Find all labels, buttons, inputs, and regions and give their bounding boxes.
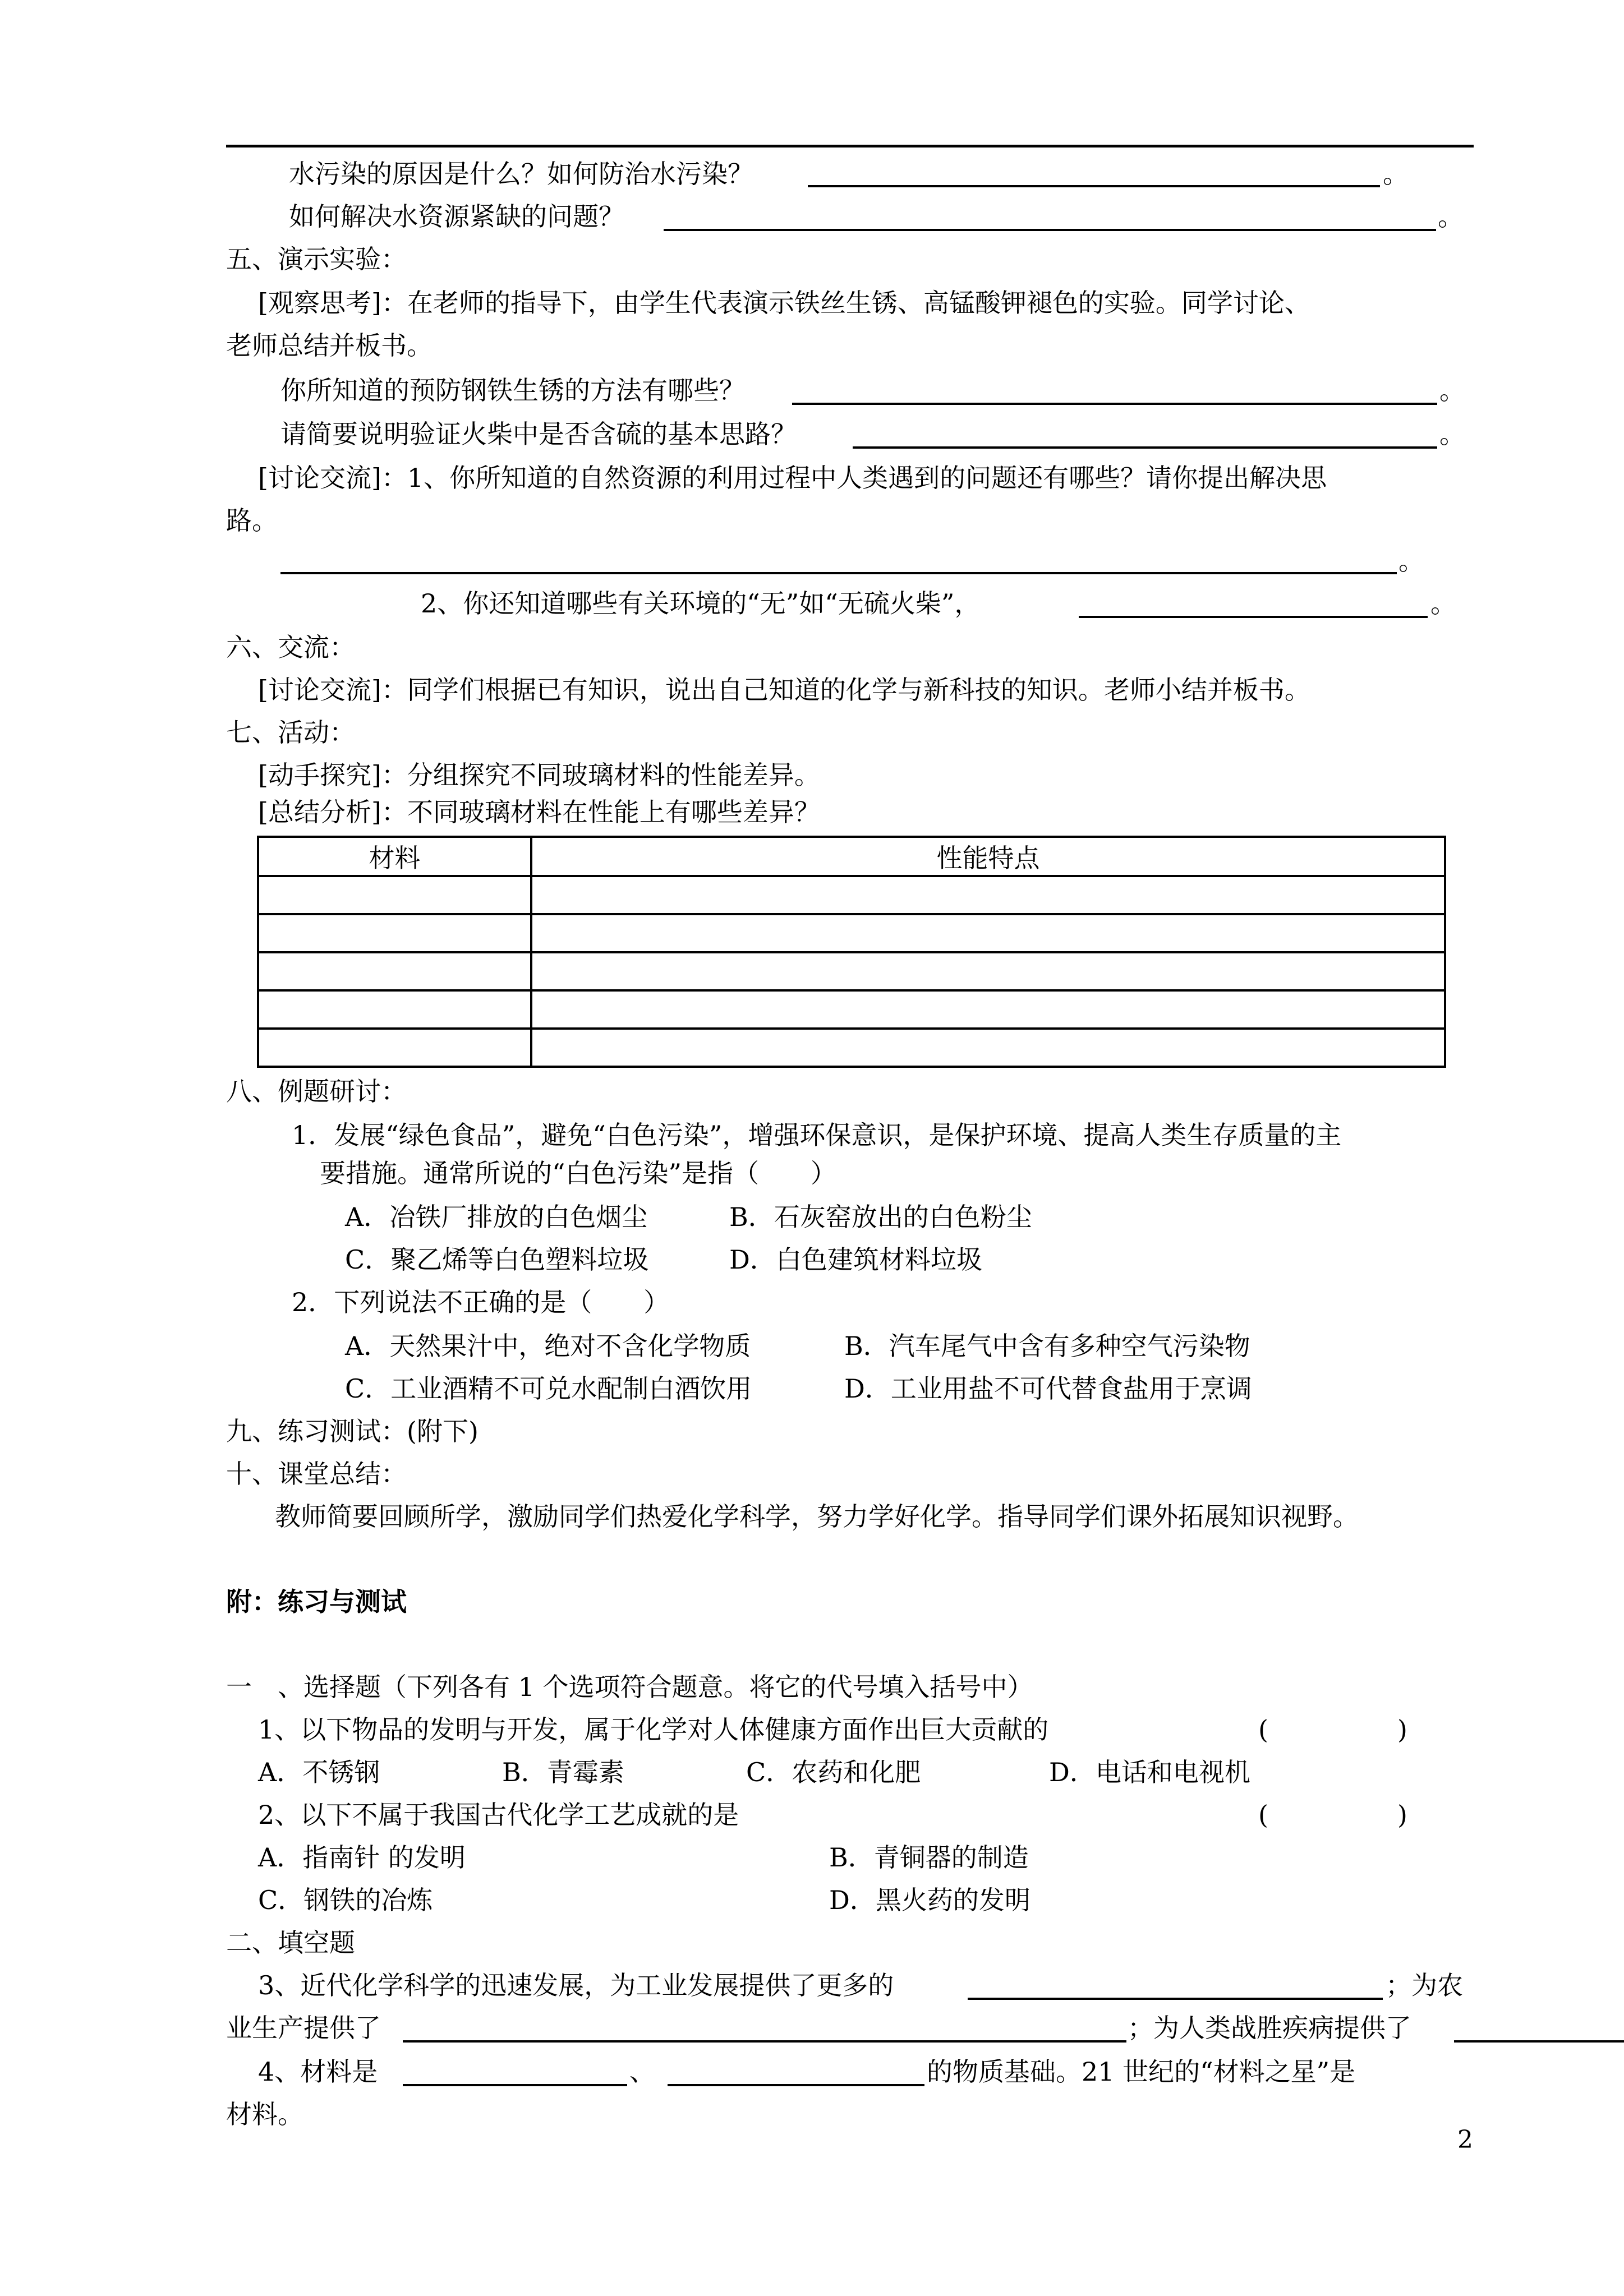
table-row <box>258 876 1445 914</box>
punct: 。 <box>1439 375 1465 405</box>
practice-question: 3、近代化学科学的迅速发展，为工业发展提供了更多的 <box>258 1970 894 2000</box>
answer-blank[interactable] <box>664 229 1436 231</box>
table-header-row <box>258 837 1445 876</box>
option: B．汽车尾气中含有多种空气污染物 <box>844 1331 1250 1361</box>
table-cell[interactable] <box>258 1029 531 1067</box>
practice-question: 2、以下不属于我国古代化学工艺成就的是 <box>258 1800 739 1830</box>
option: A．不锈钢 <box>258 1757 380 1787</box>
punct: 。 <box>1430 588 1456 619</box>
option: B．青霉素 <box>502 1757 624 1787</box>
option: D．白色建筑材料垃圾 <box>729 1244 982 1275</box>
answer-blank[interactable] <box>1079 616 1428 618</box>
table-cell[interactable] <box>531 952 1445 990</box>
paragraph-line: 老师总结并板书。 <box>226 330 433 361</box>
answer-blank[interactable] <box>808 185 1380 187</box>
option: B．青铜器的制造 <box>829 1842 1029 1873</box>
appendix-title: 附：练习与测试 <box>226 1587 407 1617</box>
option: C．钢铁的冶炼 <box>258 1885 433 1915</box>
punct: 。 <box>1438 201 1464 232</box>
punct: 、 <box>629 2057 655 2087</box>
table-cell[interactable] <box>531 1029 1445 1067</box>
option: D．工业用盐不可代替食盐用于烹调 <box>844 1373 1252 1404</box>
practice-question: 4、材料是 <box>258 2057 378 2087</box>
paragraph-line: [讨论交流]：1、你所知道的自然资源的利用过程中人类遇到的问题还有哪些？请你提出解决思 <box>258 463 1327 493</box>
option: C．工业酒精不可兑水配制白酒饮用 <box>345 1373 752 1404</box>
option: A．冶铁厂排放的白色烟尘 <box>345 1202 648 1232</box>
answer-blank[interactable] <box>1454 2040 1624 2043</box>
answer-blank[interactable] <box>668 2084 924 2086</box>
section-title: 六、交流： <box>226 632 355 662</box>
part-title: 一 、选择题（下列各有 1 个选项符合题意。将它的代号填入括号中） <box>226 1672 1033 1702</box>
answer-blank[interactable] <box>968 1998 1383 2000</box>
example-question: 要措施。通常所说的“白色污染”是指（ ） <box>320 1158 837 1188</box>
header-properties: 性能特点 <box>531 837 1445 876</box>
paragraph-line: 路。 <box>226 505 278 536</box>
option: B．石灰窑放出的白色粉尘 <box>729 1202 1032 1232</box>
answer-blank[interactable] <box>792 403 1437 405</box>
answer-parentheses[interactable]: ( ) <box>1258 1714 1407 1745</box>
practice-question: ；为农 <box>1386 1970 1463 2000</box>
answer-blank[interactable] <box>403 2084 627 2086</box>
option: C．聚乙烯等白色塑料垃圾 <box>345 1244 649 1275</box>
header-material: 材料 <box>258 837 531 876</box>
option: C．农药和化肥 <box>746 1757 921 1787</box>
option: D．黑火药的发明 <box>829 1885 1030 1915</box>
material-properties-table <box>257 836 1446 1068</box>
paragraph-line: [观察思考]：在老师的指导下，由学生代表演示铁丝生锈、高锰酸钾褪色的实验。同学讨论、 <box>258 288 1310 318</box>
practice-question: 的物质基础。21 世纪的“材料之星”是 <box>927 2057 1356 2087</box>
table-cell[interactable] <box>531 914 1445 952</box>
answer-blank[interactable] <box>403 2040 1126 2043</box>
section-title: 五、演示实验： <box>226 244 407 274</box>
section-title: 九、练习测试：(附下) <box>226 1416 479 1446</box>
page-number: 2 <box>1457 2126 1473 2154</box>
example-question: 2．下列说法不正确的是（ ） <box>292 1287 670 1317</box>
option: D．电话和电视机 <box>1049 1757 1250 1787</box>
header-rule <box>226 145 1474 147</box>
paragraph-line: 教师简要回顾所学，激励同学们热爱化学科学，努力学好化学。指导同学们课外拓展知识视野。 <box>275 1501 1359 1532</box>
question-sulfur: 请简要说明验证火柴中是否含硫的基本思路？ <box>280 419 797 449</box>
paragraph-line: [动手探究]：分组探究不同玻璃材料的性能差异。 <box>258 760 820 790</box>
option: A．天然果汁中，绝对不含化学物质 <box>345 1331 751 1361</box>
example-question: 1．发展“绿色食品”，避免“白色污染”，增强环保意识，是保护环境、提高人类生存质量的主 <box>292 1120 1342 1150</box>
answer-parentheses[interactable]: ( ) <box>1258 1800 1407 1830</box>
table-cell[interactable] <box>258 876 531 914</box>
table-row <box>258 1029 1445 1067</box>
answer-blank[interactable] <box>853 446 1437 449</box>
section-title: 十、课堂总结： <box>226 1459 407 1489</box>
practice-question: 材料。 <box>226 2099 303 2129</box>
answer-blank[interactable] <box>280 572 1397 574</box>
question-water-shortage: 如何解决水资源紧缺的问题？ <box>289 201 624 232</box>
practice-question: 业生产提供了 <box>226 2013 381 2043</box>
paragraph-line: [讨论交流]：同学们根据已有知识，说出自己知道的化学与新科技的知识。老师小结并板书。 <box>258 675 1310 705</box>
table-cell[interactable] <box>531 990 1445 1029</box>
practice-question: 1、以下物品的发明与开发，属于化学对人体健康方面作出巨大贡献的 <box>258 1714 1049 1745</box>
table-cell[interactable] <box>258 952 531 990</box>
table-row <box>258 914 1445 952</box>
option: A．指南针 的发明 <box>258 1842 466 1873</box>
section-title: 七、活动： <box>226 717 355 748</box>
punct: 。 <box>1439 419 1465 449</box>
paragraph-line: [总结分析]：不同玻璃材料在性能上有哪些差异？ <box>258 797 820 827</box>
question-environment: 2、你还知道哪些有关环境的“无”如“无硫火柴”， <box>421 588 981 619</box>
question-water-pollution: 水污染的原因是什么？如何防治水污染？ <box>289 159 753 189</box>
table-row <box>258 952 1445 990</box>
practice-question: ；为人类战胜疾病提供了 <box>1128 2013 1411 2043</box>
question-rust: 你所知道的预防钢铁生锈的方法有哪些？ <box>280 375 745 405</box>
section-title: 八、例题研讨： <box>226 1076 407 1106</box>
punct: 。 <box>1383 159 1409 189</box>
table-cell[interactable] <box>531 876 1445 914</box>
table-row <box>258 990 1445 1029</box>
table-cell[interactable] <box>258 914 531 952</box>
table-cell[interactable] <box>258 990 531 1029</box>
punct: 。 <box>1398 546 1424 576</box>
part-title: 二、填空题 <box>226 1928 355 1958</box>
